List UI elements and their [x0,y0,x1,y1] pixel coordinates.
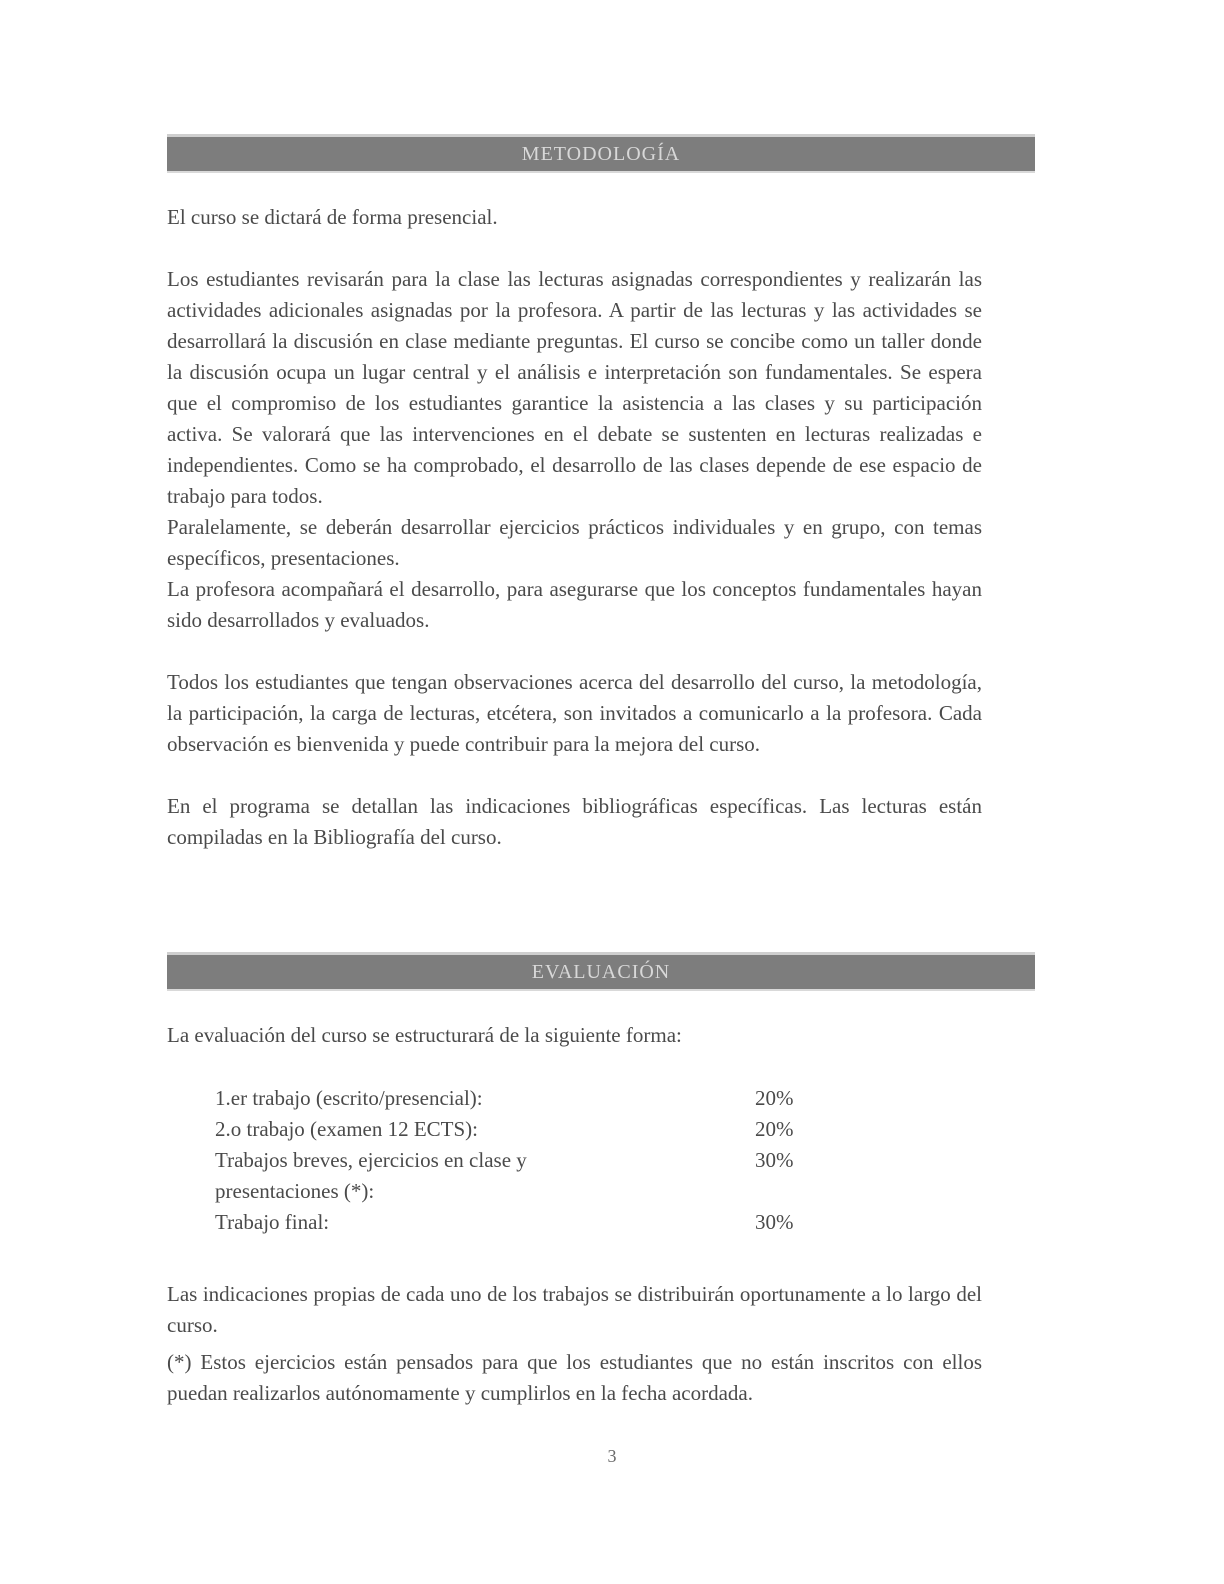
evaluation-note-assignments: Las indicaciones propias de cada uno de los trabajos se distribuirán oportunamente a lo largo del curso. [167,1282,982,1337]
evaluation-row [215,1207,815,1238]
evaluation-breakdown-table [215,1083,815,1238]
evaluation-intro: La evaluación del curso se estructurará de la siguiente forma: [167,1023,682,1047]
evaluation-row [215,1083,815,1114]
metodologia-body [167,202,982,853]
paragraph-practical-exercises: Paralelamente, se deberán desarrollar ejercicios prácticos individuales y en grupo, con temas específicos, presentaciones. [167,515,982,570]
evaluation-item-percentage: 30% [755,1148,794,1172]
paragraph-feedback: Todos los estudiantes que tengan observaciones acerca del desarrollo del curso, la metodología, la participación, la carga de lecturas, etcétera, son invitados a comunicarlo a la profesora. Cada observación es bienvenida y puede contribuir para la mejora del curso. [167,670,982,756]
evaluacion-notes [167,1279,982,1409]
evaluation-item-percentage: 20% [755,1117,794,1141]
evaluation-item-label: Trabajo final: [215,1210,330,1234]
section-header-metodologia: METODOLOGÍA [167,134,1035,171]
section-header-evaluacion: EVALUACIÓN [167,952,1035,989]
paragraph-bibliography: En el programa se detallan las indicaciones bibliográficas específicas. Las lecturas están compiladas en la Bibliografía del curso. [167,794,982,849]
paragraph-class-dynamics: Los estudiantes revisarán para la clase las lecturas asignadas correspondientes y realizarán las actividades adicionales asignadas por la profesora. A partir de las lecturas y las actividades se desarrollará la discusión en clase mediante preguntas. El curso se concibe como un taller donde la discusión ocupa un lugar central y el análisis e interpretación son fundamentales. Se espera que el compromiso de los estudiantes garantice la asistencia a las clases y su participación activa. Se valorará que las intervenciones en el debate se sustenten en lecturas realizadas e independientes. Como se ha comprobado, el desarrollo de las clases depende de ese espacio de trabajo para todos. [167,267,982,508]
evaluation-item-label: Trabajos breves, ejercicios en clase y presentaciones (*): [215,1148,527,1203]
paragraph-professor-role: La profesora acompañará el desarrollo, para asegurarse que los conceptos fundamentales hayan sido desarrollados y evaluados. [167,577,982,632]
page-number: 3 [607,1446,617,1466]
paragraph-modality: El curso se dictará de forma presencial. [167,205,498,229]
evaluation-note-asterisk: (*) Estos ejercicios están pensados para que los estudiantes que no están inscritos con ellos puedan realizarlos autónomamente y cumplirlos en la fecha acordada. [167,1350,982,1405]
evaluacion-intro-block [167,1020,982,1051]
evaluation-item-label: 1.er trabajo (escrito/presencial): [215,1086,483,1110]
evaluation-item-percentage: 20% [755,1086,794,1110]
evaluation-row [215,1145,815,1207]
evaluation-row [215,1114,815,1145]
evaluation-item-percentage: 30% [755,1210,794,1234]
evaluation-item-label: 2.o trabajo (examen 12 ECTS): [215,1117,479,1141]
